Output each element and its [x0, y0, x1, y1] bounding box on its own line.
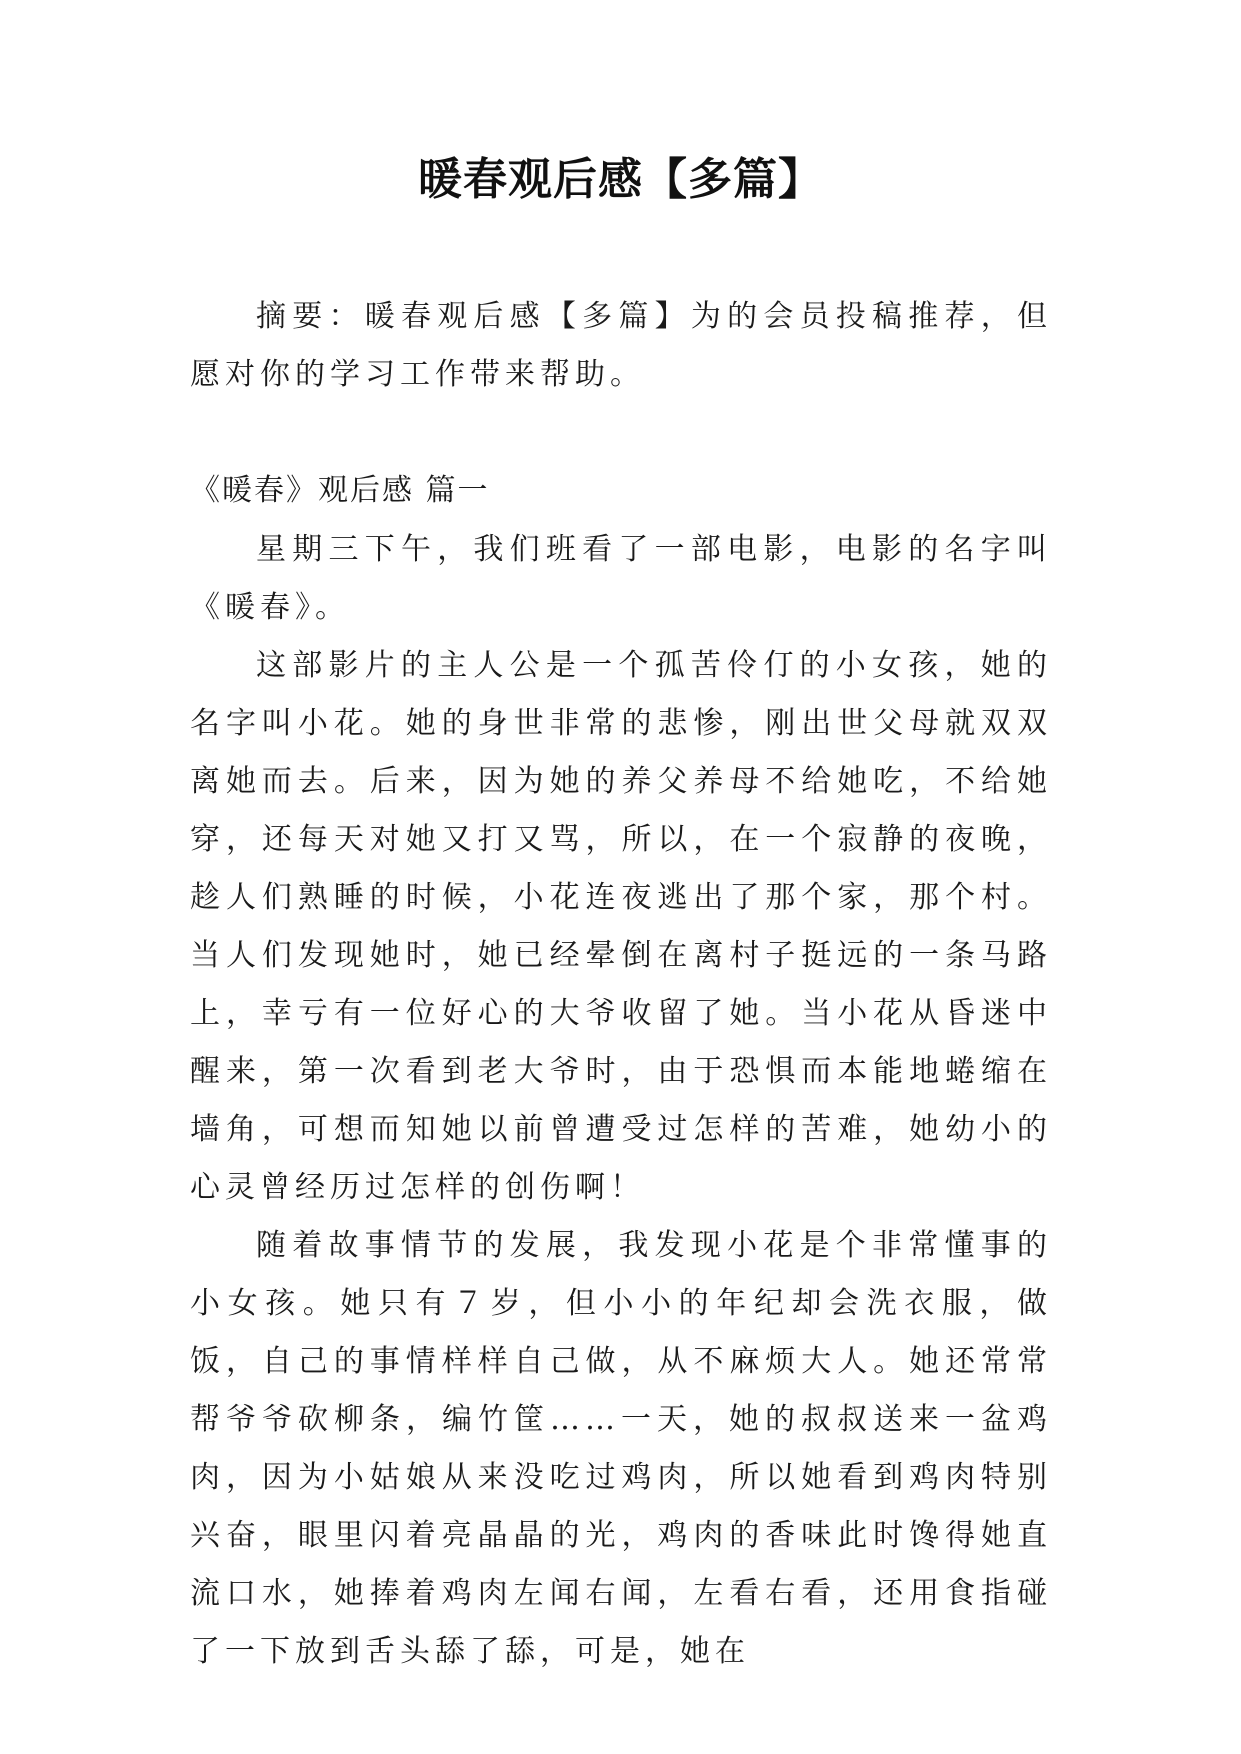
body-paragraph: 随着故事情节的发展，我发现小花是个非常懂事的小女孩。她只有７岁，但小小的年纪却会洗衣服，做饭，自己的事情样样自己做，从不麻烦大人。她还常常帮爷爷砍柳条，编竹筐……一天，她的叔叔送来一盆鸡肉，因为小姑娘从来没吃过鸡肉，所以她看到鸡肉特别兴奋，眼里闪着亮晶晶的光，鸡肉的香味此时馋得她直流口水，她捧着鸡肉左闻右闻，左看右看，还用食指碰了一下放到舌头舔了舔，可是，她在: [190, 1228, 1052, 1669]
summary-paragraph: 摘要：暖春观后感【多篇】为的会员投稿推荐，但愿对你的学习工作带来帮助。: [190, 299, 1052, 392]
body-text: [190, 521, 1052, 1681]
section-heading: 《暖春》观后感 篇一: [190, 473, 490, 508]
document-title: 暖春观后感【多篇】: [418, 154, 823, 205]
body-paragraph: 星期三下午，我们班看了一部电影，电影的名字叫《暖春》。: [190, 532, 1052, 625]
body-paragraph: 这部影片的主人公是一个孤苦伶仃的小女孩，她的名字叫小花。她的身世非常的悲惨，刚出世父母就双双离她而去。后来，因为她的养父养母不给她吃，不给她穿，还每天对她又打又骂，所以，在一个寂静的夜晚，趁人们熟睡的时候，小花连夜逃出了那个家，那个村。当人们发现她时，她已经晕倒在离村子挺远的一条马路上，幸亏有一位好心的大爷收留了她。当小花从昏迷中醒来，第一次看到老大爷时，由于恐惧而本能地蜷缩在墙角，可想而知她以前曾遭受过怎样的苦难，她幼小的心灵曾经历过怎样的创伤啊！: [190, 648, 1052, 1205]
